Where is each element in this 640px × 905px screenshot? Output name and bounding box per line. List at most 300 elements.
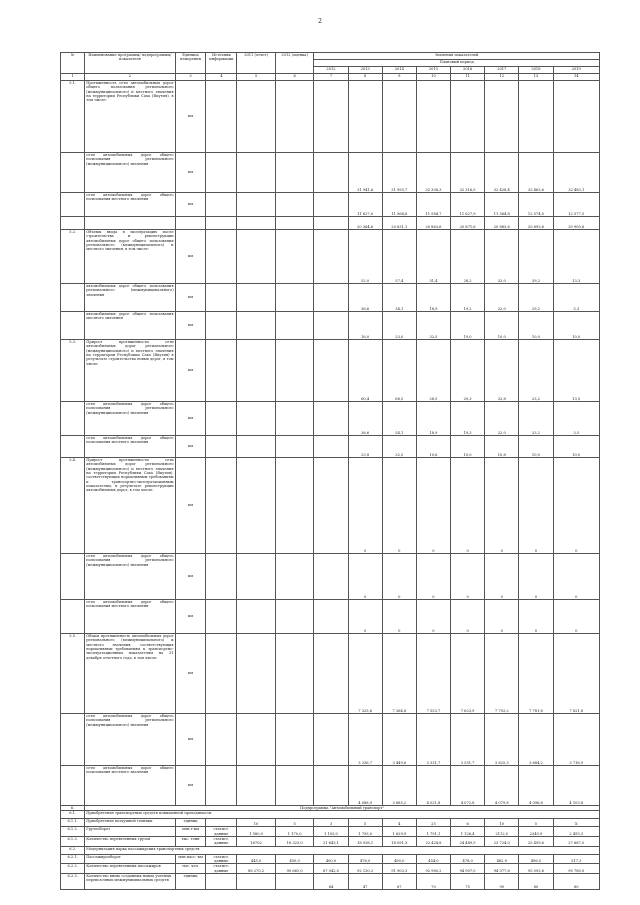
row-value: 20 883,6 [485,217,519,230]
row-value [314,402,348,436]
row-number [61,714,85,766]
table-row [61,402,600,436]
row-value: 7 623,9 [451,634,485,714]
row-value [275,873,314,889]
row-number [61,554,85,600]
row-name: сети автомобильных дорог общего пользования регионального (межмуниципального) значения [85,402,175,436]
row-value: 31 941,6 [348,153,382,193]
row-value: 95 780,0 [553,864,600,874]
row-value: 23,8 [348,436,382,458]
row-value: 0 [485,554,519,600]
row-value: 22 424,8 [416,836,450,846]
row-number [61,284,85,312]
table-row [61,153,600,193]
row-value: 13,5 [553,340,600,402]
row-name: Протяженность сети автомобильных дорог общего пользования регионального (межмуниципального) и местного значения на территории Республики Саха (Якутия), в том числе: [85,81,175,153]
row-value [237,873,276,889]
row-name: сети автомобильных дорог общего пользования местного значения [85,600,175,634]
row-value [314,600,348,634]
table-row [61,193,600,217]
row-name: сети автомобильных дорог общего пользования регионального (межмуниципального) значения [85,714,175,766]
row-value: 32 483,1 [553,153,600,193]
row-value: 0 [382,458,416,554]
row-value: 32,5 [416,312,450,340]
row-value: 16702 [237,836,276,846]
row-value: 0 [416,600,450,634]
row-number [61,766,85,806]
row-value [275,153,314,193]
row-source [206,284,237,312]
row-value: 0 [553,600,600,634]
row-source [206,81,237,153]
row-value [237,217,276,230]
row-source: статист. данные [206,827,237,837]
row-value: 517,3 [553,854,600,864]
row-value: 23,2 [519,402,553,436]
row-value [237,634,276,714]
row-unit [175,217,206,230]
row-value: 7 781,8 [519,634,553,714]
row-value: 47 [348,873,382,889]
row-number: 6.2.2. [61,864,85,874]
row-unit: км [175,766,206,806]
row-name: Пассажирооборот [85,854,175,864]
row-value: 1 105,0 [314,827,348,837]
row-value [519,81,553,153]
row-number: 5.2. [61,230,85,284]
row-value [275,554,314,600]
header-base-2011: 2011 (отчет) [237,53,276,74]
row-number [61,600,85,634]
row-source [206,153,237,193]
row-value: 18,9 [416,402,450,436]
row-name: Общая протяженность автомобильных дорог регионального (межмуниципального) и местного значения, соответствующих нормативным требованиям к транспортно-эксплуатационным показателям на 31 декабря отчетного года, в том числе: [85,634,175,714]
row-value: 7 325,6 [348,634,382,714]
row-value: 0 [553,554,600,600]
row-value: 23,2 [519,340,553,402]
row-value: 0 [348,458,382,554]
row-name: сети автомобильных дорог общего пользования местного значения [85,436,175,458]
row-value: 478,0 [451,854,485,864]
row-name: Грузооборот [85,827,175,837]
row-value: 22,0 [485,402,519,436]
row-value [275,340,314,402]
row-unit: единиц [175,873,206,889]
row-value: 29,2 [519,284,553,312]
row-value: 11 627,9 [451,193,485,217]
row-value [237,402,276,436]
row-value: 0 [416,554,450,600]
row-value: 7 264,8 [382,634,416,714]
row-unit: тыс. чел. [175,864,206,874]
row-value: 3 885,2 [382,766,416,806]
row-value: 5 [519,819,553,827]
column-number: 13 [519,74,553,81]
row-name: сети автомобильных дорог общего пользования местного значения [85,766,175,806]
row-value [314,193,348,217]
header-no: № [61,53,85,74]
row-value [314,554,348,600]
row-value: 29,3 [451,340,485,402]
row-value: 0 [348,554,382,600]
row-value [275,193,314,217]
row-value: 4 103,8 [553,766,600,806]
row-source [206,230,237,284]
row-value [314,230,348,284]
row-value [237,766,276,806]
row-value: 4 096,8 [519,766,553,806]
row-value [237,193,276,217]
row-value [314,153,348,193]
row-name: Приобретение воздушной техники [85,819,175,827]
row-value: 52,0 [348,230,382,284]
row-number: 6.1.3. [61,836,85,846]
table-row [61,217,600,230]
row-value: 80 [519,873,553,889]
row-value [275,284,314,312]
header-unit: Единица измерения [175,53,206,74]
row-value: 75 [451,873,485,889]
row-value [275,634,314,714]
table-row [61,436,600,458]
row-value: 28,5 [416,340,450,402]
row-value: 0 [348,600,382,634]
column-number: 12 [485,74,519,81]
row-source [206,819,237,827]
row-value: 34,1 [382,284,416,312]
row-value: 445,0 [237,854,276,864]
row-value [237,436,276,458]
row-value: 1 629,9 [382,827,416,837]
column-numbers-row [61,74,600,81]
header-year: 2016 [451,67,485,74]
header-source: Источник информации [206,53,237,74]
row-number: 6.1. [61,811,85,819]
row-value: 66,5 [382,340,416,402]
row-value [237,284,276,312]
column-number: 8 [348,74,382,81]
row-value: 64 [314,873,348,889]
row-value: 0 [553,458,600,554]
row-value [485,81,519,153]
row-value: 95 093,6 [519,864,553,874]
row-value [275,230,314,284]
row-value: 32,5 [382,436,416,458]
row-value: 10 [237,819,276,827]
column-number: 6 [275,74,314,81]
row-value: 20 893,6 [519,217,553,230]
row-value: 0 [485,600,519,634]
row-value [237,340,276,402]
row-value: 3 684,2 [519,714,553,766]
row-value: 0 [519,554,553,600]
row-name: автомобильных дорог общего пользования местного значения [85,312,175,340]
row-unit: км [175,230,206,284]
row-value: 36,6 [348,284,382,312]
row-value: 4 088,9 [348,766,382,806]
row-value: 4 021,8 [416,766,450,806]
row-source: статист. данные [206,836,237,846]
table-row [61,340,600,402]
row-value [382,81,416,153]
row-unit: тыс. тонн [175,836,206,846]
row-value [275,312,314,340]
table-row [61,819,600,827]
row-value: 0 [382,600,416,634]
row-value: 10,0 [451,436,485,458]
column-number: 14 [553,74,600,81]
row-number: 6.2.3. [61,873,85,889]
row-unit: км [175,554,206,600]
row-value: 5 [275,819,314,827]
row-value: 3 551,7 [451,714,485,766]
row-value [275,458,314,554]
row-unit: км [175,153,206,193]
row-value: 22,0 [485,284,519,312]
row-value: 2112,5 [485,827,519,837]
row-name [85,217,175,230]
row-value: 1 791,1 [416,827,450,837]
row-value [314,312,348,340]
row-value: 3 331,7 [416,714,450,766]
row-value: 32 463,6 [519,153,553,193]
row-number [61,193,85,217]
row-unit: км [175,340,206,402]
row-number [61,312,85,340]
row-name: Количество вновь созданных новых учетных перевозочных межмуниципальных средств [85,873,175,889]
row-value: 0 [451,458,485,554]
row-value [314,81,348,153]
row-value [275,81,314,153]
header-year: 2013 [348,67,382,74]
row-value: 1 793,0 [348,827,382,837]
row-value: 10,6 [416,436,450,458]
row-value: 20 863,6 [416,217,450,230]
row-value: 18 323,0 [275,836,314,846]
row-value: 60,4 [348,340,382,402]
row-value: 1 126,4 [451,827,485,837]
header-year: 2015 [416,67,450,74]
indicators-table [60,52,600,890]
header-period: Плановый период [314,60,600,67]
row-value: 0 [451,554,485,600]
row-value: 94 077,8 [485,864,519,874]
row-name: Модернизация парка пассажирских транспортных средств [85,846,600,854]
table-row [61,766,600,806]
column-number: 3 [175,74,206,81]
row-value [275,714,314,766]
row-value: 32 316,5 [451,153,485,193]
row-value: 51,4 [416,230,450,284]
row-name: сети автомобильных дорог общего пользования местного значения [85,193,175,217]
row-source [206,436,237,458]
row-value: 12 574,0 [519,193,553,217]
column-number: 1 [61,74,85,81]
row-value: 6 [451,819,485,827]
row-source [206,873,237,889]
row-value: 31 993,7 [382,153,416,193]
row-value: 87 042,0 [314,864,348,874]
row-value: 27 687,0 [553,836,600,846]
row-value: 10,0 [519,436,553,458]
row-number: 5.4. [61,458,85,554]
row-value: 19,0 [451,312,485,340]
row-source [206,402,237,436]
row-value: 0 [519,600,553,634]
row-value: 11 564,6 [382,193,416,217]
row-value: 4 [382,819,416,827]
row-value: 28,2 [451,230,485,284]
row-value: 32,0 [485,230,519,284]
row-number: 6.2. [61,846,85,854]
row-value: 16,0 [348,312,382,340]
table-row [61,312,600,340]
row-unit: км [175,312,206,340]
row-value: 11 627,0 [348,193,382,217]
header-name: Наименование программы/ подпрограммы/ показателя [85,53,175,74]
row-name: Количество перевезенных грузов [85,836,175,846]
row-value [275,436,314,458]
row-value: 10,8 [485,436,519,458]
row-value: 2 455,3 [553,827,600,837]
row-value: 57,4 [382,230,416,284]
row-number: 6.2.1. [61,854,85,864]
row-value: 3 625,3 [485,714,519,766]
table-row [61,811,600,819]
row-number: 6.1.1. [61,819,85,827]
row-value: 19,2 [451,284,485,312]
row-name: Прирост протяженности сети автомобильных дорог регионального (межмуниципального) и местного значения на территории Республики Саха (Якутия), соответствующих нормативным требованиям к транспортно-эксплуатационным показателям, в результате реконструкции автомобильных дорог, в том числе: [85,458,175,554]
table-row [61,600,600,634]
row-value: 10,0 [485,312,519,340]
row-value: 88 270,2 [237,864,276,874]
row-value: 92 130,2 [348,864,382,874]
row-value: 482,9 [485,854,519,864]
header-year: 2019 [553,67,600,74]
row-value: 32 308,3 [416,153,450,193]
header-base-2012: 2012 (оценка) [275,53,314,74]
row-value: 2345,9 [519,827,553,837]
row-unit: км [175,458,206,554]
row-name: Объемы ввода в эксплуатацию после строительства и реконструкции автомобильных дорог общего пользования регионального (межмуниципального) и местного значения, в том числе: [85,230,175,284]
table-row [61,854,600,864]
row-name: Количество перевезенных пассажиров [85,864,175,874]
table-row [61,554,600,600]
row-source: статист. данные [206,864,237,874]
row-unit: км [175,600,206,634]
header-targets: Значения показателей [314,53,600,60]
row-number [61,217,85,230]
row-value: 25 [416,819,450,827]
row-value [237,153,276,193]
row-value: 7 553,7 [416,634,450,714]
header-year: 2014 [382,67,416,74]
row-value: 18,9 [416,284,450,312]
header-year: 2018 [519,67,553,74]
row-value [275,217,314,230]
header-year: 2012 [314,67,348,74]
row-value: 11 584,7 [416,193,450,217]
row-value: 7 703,2 [485,634,519,714]
row-value: 20 905,6 [553,217,600,230]
row-value: 92 980,2 [416,864,450,874]
table-row [61,81,600,153]
row-value: 91 903,3 [382,864,416,874]
row-number: 6.1.2. [61,827,85,837]
row-value [416,81,450,153]
row-unit: км [175,436,206,458]
row-name: сети автомобильных дорог общего пользования регионального (межмуниципального) значения [85,153,175,193]
row-value: 11 564,8 [485,193,519,217]
row-value [237,458,276,554]
table-row [61,873,600,889]
row-value [237,81,276,153]
row-unit: единиц [175,819,206,827]
row-value [314,217,348,230]
row-value: 0 [519,458,553,554]
row-value: 90 661,0 [275,864,314,874]
row-value: 13,3 [553,230,600,284]
row-source [206,312,237,340]
row-value [553,81,600,153]
row-value [237,554,276,600]
row-value: 20 871,6 [451,217,485,230]
column-number: 11 [451,74,485,81]
row-value: 400,0 [314,854,348,864]
row-value: 1 580,0 [237,827,276,837]
column-number: 4 [206,74,237,81]
row-value: 12 577,5 [553,193,600,217]
row-value: 32 428,4 [485,153,519,193]
row-value: 3 449,6 [382,714,416,766]
row-number: 5.5. [61,634,85,714]
header-row-1 [61,53,600,60]
row-unit: км [175,714,206,766]
row-source [206,634,237,714]
row-value: 24 489,5 [451,836,485,846]
column-number: 5 [237,74,276,81]
header-year: 2017 [485,67,519,74]
row-value: 450,0 [275,854,314,864]
table-row [61,634,600,714]
row-value: 90 [485,873,519,889]
row-value [314,634,348,714]
row-value: 21 643,1 [314,836,348,846]
row-value [314,766,348,806]
row-value: 10,0 [519,312,553,340]
row-value: 19,3 [451,402,485,436]
row-value [237,714,276,766]
row-name: сети автомобильных дорог общего пользования регионального (межмуниципального) значения [85,554,175,600]
row-source [206,766,237,806]
row-name: Прирост протяженности сети автомобильных дорог регионального (межмуниципального) и местного значения на территории Республики Саха (Якутия) в результате строительства новых дорог, в том числе: [85,340,175,402]
row-value: 3 [314,819,348,827]
row-value [314,714,348,766]
row-value: 23 724,0 [485,836,519,846]
table-row [61,284,600,312]
row-unit: млн.пасс.-км [175,854,206,864]
row-name: автомобильных дорог общего пользования регионального (межмуниципального) значения [85,284,175,312]
row-value: 32,8 [485,340,519,402]
row-number: 5.1. [61,81,85,153]
row-value: 3 236,7 [348,714,382,766]
row-source [206,554,237,600]
row-value: 10 [485,819,519,827]
row-value [275,600,314,634]
row-value: 10,0 [553,312,600,340]
row-source: статист. данные [206,854,237,864]
row-value: 5 [348,819,382,827]
